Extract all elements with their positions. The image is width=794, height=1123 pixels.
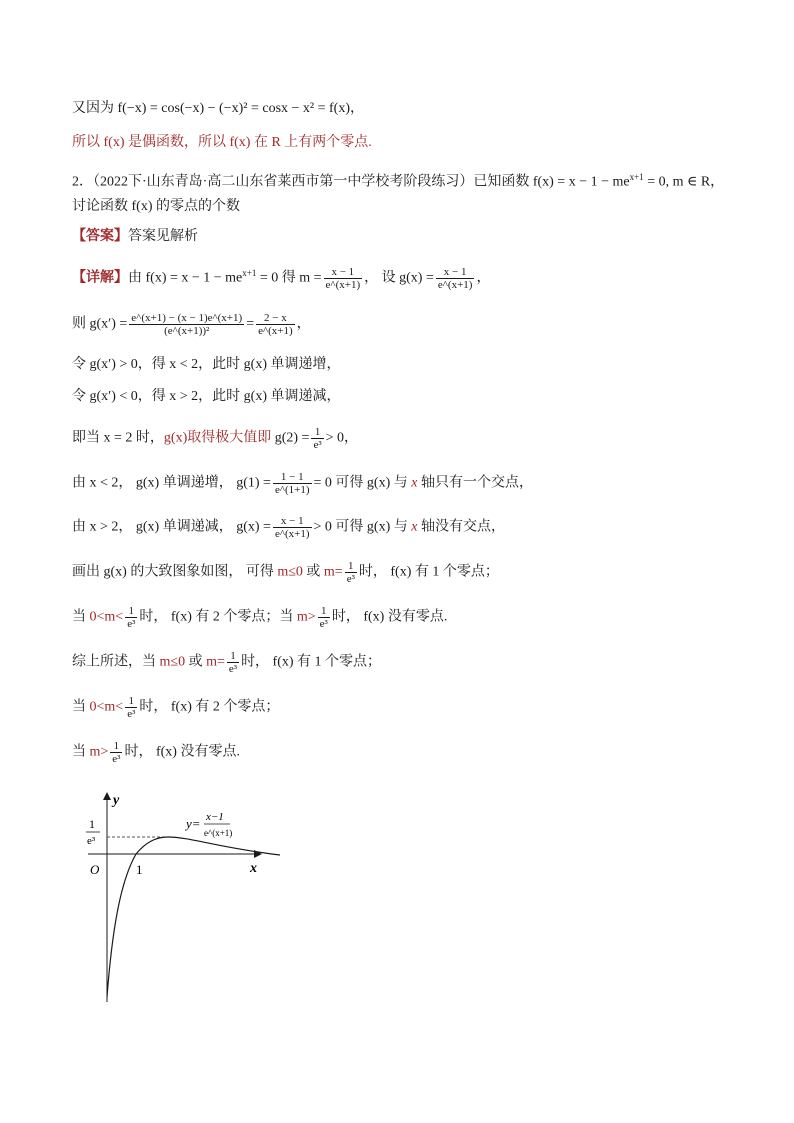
text-segment: = 0 得 m = [256,270,322,286]
text-segment: 综上所述，当 [72,654,160,670]
summary-line [72,740,240,765]
fraction-numerator: x − 1 [436,266,475,279]
text-segment: 轴没有交点， [420,519,505,535]
text-segment: 即当 x = 2 时， [72,430,164,446]
fraction [324,266,363,291]
text-segment: 时， f(x) 有 2 个零点；当 [139,609,297,625]
highlight-text: x [407,519,421,535]
detail-tag: 【详解】 [72,270,128,286]
text-segment: > 0 可得 g(x) 与 [313,519,408,535]
fraction [256,312,295,337]
text-segment: = 0 可得 g(x) 与 [313,475,408,491]
fraction-numerator: 1 [125,695,137,708]
fraction-denominator: e^(x+1) [325,278,361,291]
text-segment: 或 [302,564,324,580]
text-segment: g(2) = [271,430,310,446]
detail-line [72,262,490,291]
fraction-numerator: 1 [318,605,330,618]
fraction-numerator: 1 [345,560,357,573]
text-segment: 时， f(x) 有 1 个零点； [241,654,382,670]
fraction-denominator: e³ [127,618,136,630]
fraction [110,740,122,765]
curve-label-prefix: y= [186,816,201,831]
text-line [72,386,341,408]
x-axis-label: x [250,861,257,876]
fraction-numerator: 1 [110,740,122,753]
text-segment: 画出 g(x) 的大致图象如图， 可得 [72,564,278,580]
line-1: 又因为 f(−x) = cos(−x) − (−x)² = cosx − x² = f(x)， [72,101,365,116]
fraction-numerator: e^(x+1) − (x − 1)e^(x+1) [131,312,243,324]
text-segment: 则 g(x′) = [72,316,128,332]
highlight-text: m= [323,564,343,580]
fraction-numerator: 1 [125,605,137,618]
text-segment: 时， f(x) 有 1 个零点； [358,564,499,580]
x-tick-label: 1 [136,862,143,877]
fraction-denominator: (e^(x+1))² [164,325,210,337]
fraction-numerator: 2 − x [256,312,295,325]
highlight-text: m= [206,654,225,670]
text-segment: ， 设 g(x) = [364,270,434,286]
fraction [227,650,239,675]
fraction [273,515,312,540]
text-segment: 由 x > 2， g(x) 单调递减， g(x) = [72,519,271,535]
fraction [345,560,357,585]
text-segment: 由 x < 2， g(x) 单调递增， g(1) = [72,475,271,491]
fraction [125,605,137,630]
text-segment: 当 [72,609,90,625]
fraction-numerator: 1 − 1 [273,471,312,484]
line-9: 令 g(x′) < 0，得 x > 2，此时 g(x) 单调递减， [72,389,341,404]
text-segment: 时， f(x) 有 2 个零点； [139,699,280,715]
origin-label: O [90,862,100,877]
highlight-text: g(x)取得极大值即 [163,430,272,446]
fraction [273,471,312,496]
function-graph [80,782,300,1012]
y-tick-numerator: 1 [89,817,95,831]
highlight-text: m≤0 [159,654,186,670]
answer-line [72,226,198,248]
fraction-numerator: x − 1 [273,515,312,528]
fraction-numerator: 1 [227,650,239,663]
answer-text: 答案见解析 [128,229,198,244]
problem-statement [72,166,724,194]
text-segment: 轴只有一个交点， [420,475,533,491]
text-segment: 时， f(x) 没有零点. [331,609,448,625]
text-line [72,98,364,120]
text-segment: 时， f(x) 没有零点. [124,744,240,760]
fraction [436,266,475,291]
problem-question: 讨论函数 f(x) 的零点的个数 [72,199,240,214]
text-segment: 当 [72,744,90,760]
y-tick-denominator: e³ [87,835,96,847]
text-segment: = [246,316,255,332]
derivative-line [72,312,311,337]
fraction-denominator: e^(x+1) [437,278,473,291]
text-segment: 当 [72,699,90,715]
highlight-text: m≤0 [277,564,303,580]
fraction-denominator: e³ [346,573,355,585]
highlight-text: 0<m< [89,609,124,625]
fraction [311,426,323,451]
line-2: 所以 f(x) 是偶函数，所以 f(x) 在 R 上有两个零点. [72,135,372,150]
exponent: x+1 [629,172,644,182]
no-intersection-line [72,515,505,540]
fraction-denominator: e^(x+1) [274,528,310,540]
summary-line [72,650,381,675]
fraction [129,312,244,337]
text-line [72,132,372,154]
fraction-denominator: e³ [127,708,136,720]
problem-text: 2．（2022下·山东青岛·高二山东省莱西市第一中学校考阶段练习）已知函数 f(x) = x − 1 − me [72,174,630,190]
highlight-text: m> [296,609,316,625]
line-8: 令 g(x′) > 0，得 x < 2，此时 g(x) 单调递增， [72,357,341,372]
fraction [125,695,137,720]
highlight-text: m> [89,744,109,760]
summary-line [72,695,279,720]
text-line [72,196,240,218]
fraction-denominator: e³ [319,618,328,630]
text-segment: ， [296,316,311,332]
text-segment: > 0， [325,430,359,446]
answer-tag: 【答案】 [72,229,128,244]
intersection-line [72,471,533,496]
highlight-text: x [407,475,421,491]
y-axis-label: y [113,793,120,808]
graph-conclusion-line [72,560,499,585]
text-segment: 由 f(x) = x − 1 − me [128,270,243,286]
fraction-denominator: e^(x+1) [258,325,293,337]
text-segment: 或 [185,654,207,670]
curve-label-numerator: x−1 [206,811,224,823]
case-line [72,605,447,630]
fraction [318,605,330,630]
text-line [72,354,341,376]
max-value-line [72,426,358,451]
fraction-denominator: e³ [112,753,121,765]
text-segment: ， [476,270,491,286]
fraction-numerator: 1 [311,426,323,439]
curve-label-denominator: e^(x+1) [204,828,233,838]
fraction-denominator: e³ [313,439,322,451]
problem-text-end: = 0, m ∈ R， [643,174,725,190]
highlight-text: 0<m< [89,699,124,715]
fraction-denominator: e^(1+1) [274,484,310,496]
exponent: x+1 [242,268,257,278]
fraction-numerator: x − 1 [324,266,363,279]
fraction-denominator: e³ [228,663,238,675]
